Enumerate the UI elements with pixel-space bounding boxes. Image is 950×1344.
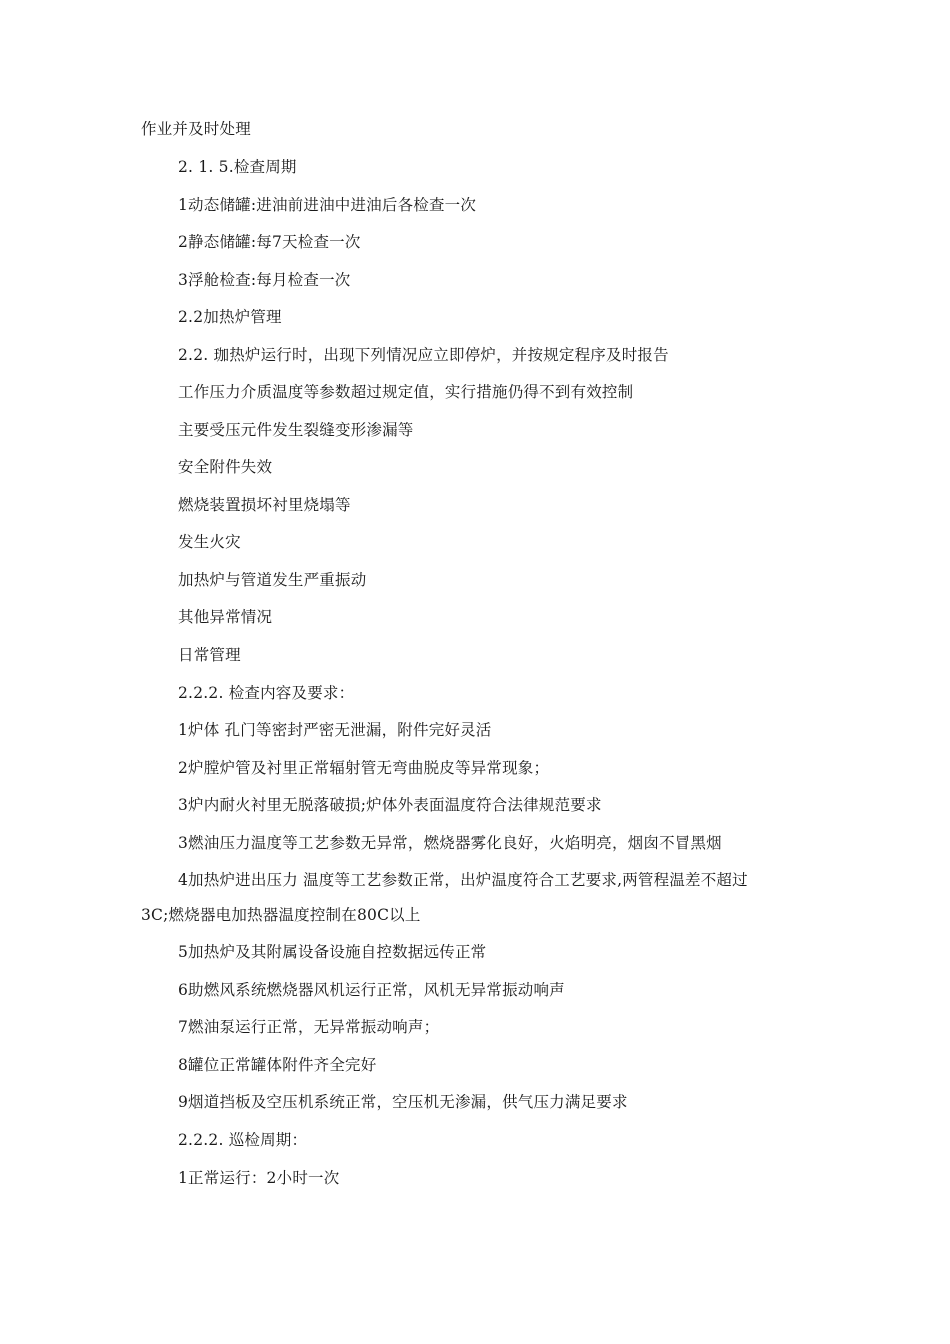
text-line: 6助燃风系统燃烧器风机运行正常，风机无异常振动响声 (178, 981, 565, 999)
section-heading: 2.2.2. 检查内容及要求： (178, 684, 355, 702)
text-line: 9烟道挡板及空压机系统正常，空压机无渗漏，供气压力满足要求 (178, 1093, 628, 1111)
text-line: 燃烧装置损坏衬里烧塌等 (178, 496, 351, 514)
text-line: 3燃油压力温度等工艺参数无异常，燃烧器雾化良好，火焰明亮，烟囱不冒黑烟 (178, 834, 722, 852)
text-line: 7燃油泵运行正常，无异常振动响声； (178, 1018, 440, 1036)
text-line: 4加热炉进出压力 温度等工艺参数正常，出炉温度符合工艺要求,两管程温差不超过 (178, 871, 748, 889)
text-line: 安全附件失效 (178, 458, 273, 476)
text-line: 3浮舱检查:每月检查一次 (178, 271, 351, 289)
section-heading: 2.2. 珈热炉运行时，出现下列情况应立即停炉，并按规定程序及时报告 (178, 346, 669, 364)
section-heading: 2. 1. 5.检查周期 (178, 158, 297, 176)
text-line: 日常管理 (178, 646, 241, 664)
text-line: 其他异常情况 (178, 608, 273, 626)
text-line: 作业并及时处理 (141, 120, 251, 138)
text-line: 2静态储罐:每7天检查一次 (178, 233, 361, 251)
text-line: 1正常运行：2小时一次 (178, 1169, 340, 1187)
text-line: 1炉体 孔门等密封严密无泄漏，附件完好灵活 (178, 721, 492, 739)
text-line: 3C;燃烧器电加热器温度控制在80C以上 (141, 906, 421, 924)
text-line: 1动态储罐:进油前进油中进油后各检查一次 (178, 196, 477, 214)
text-line: 3炉内耐火衬里无脱落破损;炉体外表面温度符合法律规范要求 (178, 796, 602, 814)
text-line: 主要受压元件发生裂缝变形渗漏等 (178, 421, 414, 439)
text-line: 工作压力介质温度等参数超过规定值，实行措施仍得不到有效控制 (178, 383, 634, 401)
section-heading: 2.2加热炉管理 (178, 308, 282, 326)
text-line: 2炉膛炉管及衬里正常辐射管无弯曲脱皮等异常现象； (178, 759, 550, 777)
text-line: 8罐位正常罐体附件齐全完好 (178, 1056, 377, 1074)
text-line: 5加热炉及其附属设备设施自控数据远传正常 (178, 943, 487, 961)
text-line: 发生火灾 (178, 533, 241, 551)
text-line: 加热炉与管道发生严重振动 (178, 571, 367, 589)
section-heading: 2.2.2. 巡检周期： (178, 1131, 308, 1149)
